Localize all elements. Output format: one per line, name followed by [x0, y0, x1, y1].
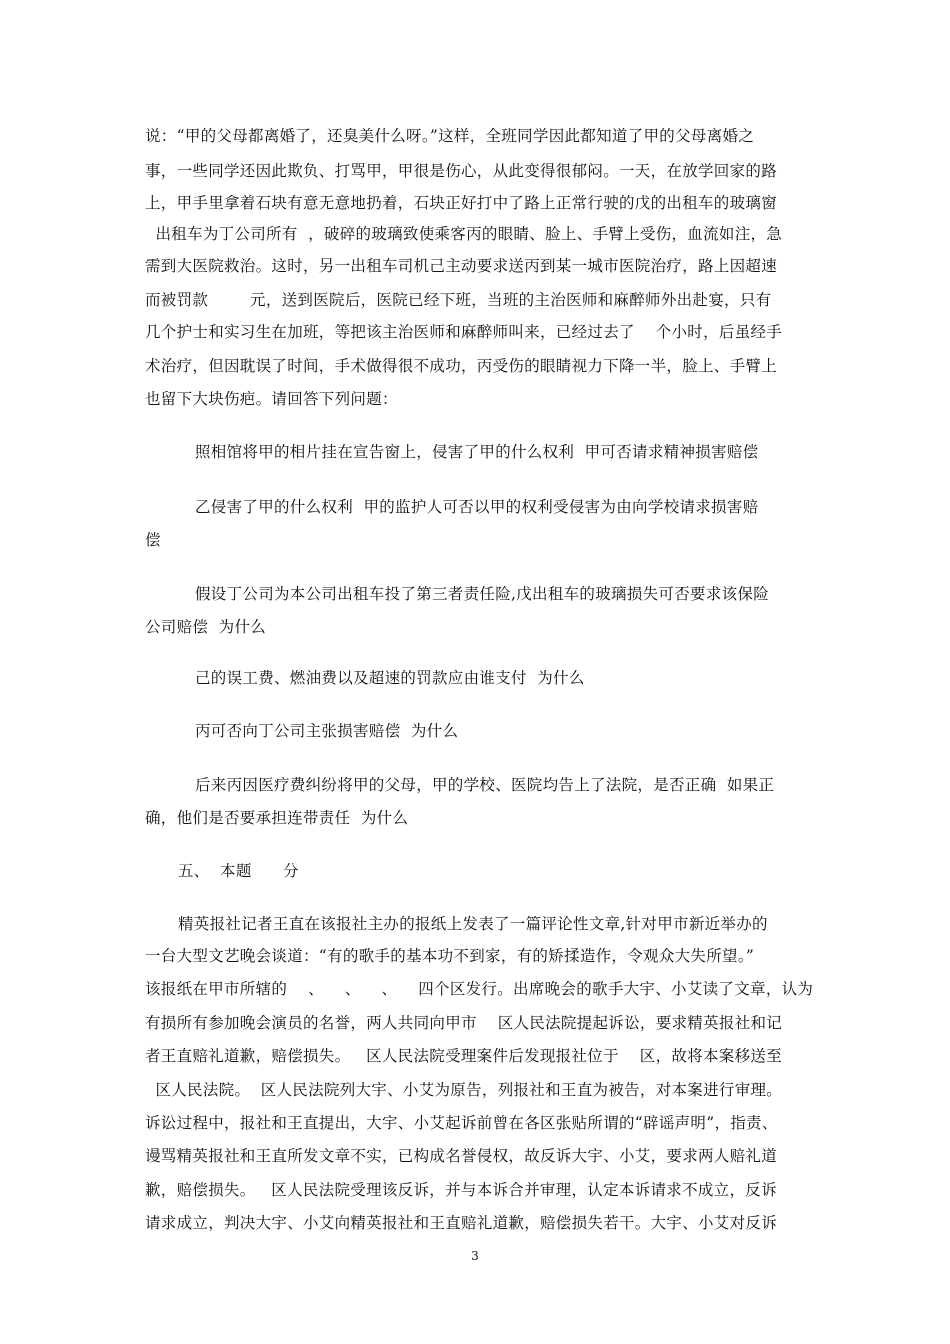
question-1: 照相馆将甲的相片挂在宣告窗上，侵害了甲的什么权利 甲可否请求精神损害赔偿	[195, 443, 759, 461]
text-line: 区人民法院。 区人民法院列大宇、小艾为原告，列报社和王直为被告，对本案进行审理。	[145, 1081, 783, 1099]
question-6: 后来丙因医疗费纠纷将甲的父母，甲的学校、医院均告上了法院，是否正确 如果正	[195, 776, 775, 794]
question-5: 丙可否向丁公司主张损害赔偿 为什么	[195, 722, 459, 740]
text-line: 也留下大块伤疤。请回答下列问题：	[145, 390, 398, 408]
question-3: 假设丁公司为本公司出租车投了第三者责任险,戊出租车的玻璃损失可否要求该保险	[195, 585, 770, 603]
text-line: 请求成立，判决大宇、小艾向精英报社和王直赔礼道歉，赔偿损失若干。大宇、小艾对反诉	[145, 1214, 778, 1232]
page-number: 3	[471, 1249, 479, 1263]
text-line: 而被罚款 元，送到医院后，医院已经下班，当班的主治医师和麻醉师外出赴宴，只有	[145, 291, 772, 309]
text-line: 有损所有参加晚会演员的名誉，两人共同向甲市 区人民法院提起诉讼，要求精英报社和记	[145, 1014, 783, 1032]
text-line: 说：“甲的父母都离婚了，还臭美什么呀。”这样，全班同学因此都知道了甲的父母离婚之	[145, 127, 755, 145]
text-line: 出租车为丁公司所有 ，破碎的玻璃致使乘客丙的眼睛、脸上、手臂上受伤，血流如注，急	[145, 225, 783, 243]
text-line: 几个护士和实习生在加班，等把该主治医师和麻醉师叫来，已经过去了 个小时，后虽经手	[145, 323, 783, 341]
question-4: 己的误工费、燃油费以及超速的罚款应由谁支付 为什么	[195, 669, 585, 687]
text-line: 歉，赔偿损失。 区人民法院受理该反诉，并与本诉合并审理，认定本诉请求不成立，反诉	[145, 1181, 777, 1199]
question-3-continuation: 公司赔偿 为什么	[145, 618, 267, 636]
section-heading: 五、 本题 分	[178, 862, 299, 880]
text-line: 谩骂精英报社和王直所发文章不实，已构成名誉侵权，故反诉大宇、小艾，要求两人赔礼道	[145, 1147, 778, 1165]
text-line: 者王直赔礼道歉，赔偿损失。 区人民法院受理案件后发现报社位于 区，故将本案移送至	[145, 1047, 782, 1065]
text-line: 事，一些同学还因此欺负、打骂甲，甲很是伤心，从此变得很郁闷。一天，在放学回家的路	[145, 162, 778, 180]
text-line: 精英报社记者王直在该报社主办的报纸上发表了一篇评论性文章,针对甲市新近举办的	[178, 915, 768, 933]
text-line: 术治疗，但因耽误了时间，手术做得很不成功，丙受伤的眼睛视力下降一半，脸上、手臂上	[145, 357, 778, 375]
question-2: 乙侵害了甲的什么权利 甲的监护人可否以甲的权利受侵害为由向学校请求损害赔	[195, 498, 759, 516]
question-2-continuation: 偿	[145, 531, 161, 549]
text-line: 该报纸在甲市所辖的 、 、 、 四个区发行。出席晚会的歌手大宇、小艾读了文章，认为	[145, 980, 814, 998]
text-line: 一台大型文艺晚会谈道：“有的歌手的基本功不到家，有的矫揉造作，令观众大失所望。”	[145, 947, 755, 965]
text-line: 上，甲手里拿着石块有意无意地扔着，石块正好打中了路上正常行驶的戊的出租车的玻璃窗	[145, 194, 778, 212]
text-line: 需到大医院救治。这时，另一出租车司机己主动要求送丙到某一城市医院治疗，路上因超速	[145, 257, 778, 275]
text-line: 诉讼过程中，报社和王直提出，大宇、小艾起诉前曾在各区张贴所谓的“辟谣声明”，指责、	[145, 1114, 778, 1132]
question-6-continuation: 确，他们是否要承担连带责任 为什么	[145, 809, 409, 827]
